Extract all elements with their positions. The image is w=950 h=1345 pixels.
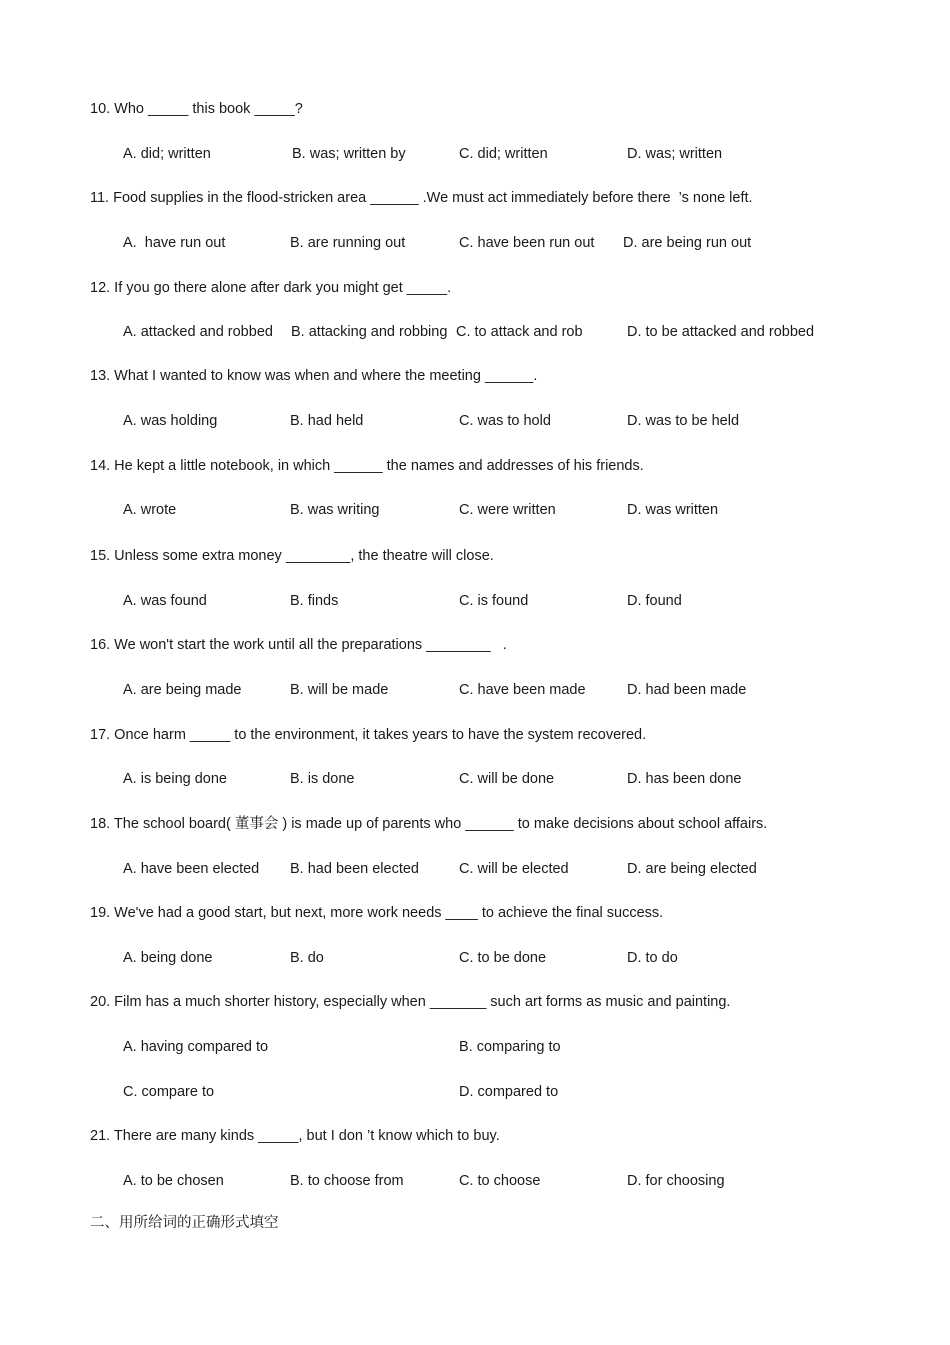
question-15-option-b: B. finds [290, 593, 339, 609]
question-13-option-b: B. had held [290, 413, 364, 429]
question-13-option-d: D. was to be held [627, 413, 740, 429]
question-10-option-a: A. did; written [123, 146, 211, 162]
question-20-option-a: A. having compared to [123, 1039, 269, 1055]
question-11-option-a: A. have run out [123, 235, 226, 251]
question-19-option-b: B. do [290, 950, 324, 966]
question-14-option-b: B. was writing [290, 502, 380, 518]
section-heading: 二、用所给词的正确形式填空 [90, 1215, 279, 1231]
question-17-option-d: D. has been done [627, 771, 742, 787]
question-19-option-d: D. to do [627, 950, 678, 966]
question-21-option-d: D. for choosing [627, 1173, 725, 1189]
question-15-option-a: A. was found [123, 593, 207, 609]
question-17-option-b: B. is done [290, 771, 355, 787]
question-21-stem: 21. There are many kinds _____, but I don ’t know which to buy. [90, 1128, 500, 1144]
question-20-option-b: B. comparing to [459, 1039, 561, 1055]
question-18-option-d: D. are being elected [627, 861, 757, 877]
question-21-option-a: A. to be chosen [123, 1173, 224, 1189]
question-16-option-b: B. will be made [290, 682, 389, 698]
question-12-stem: 12. If you go there alone after dark you might get _____. [90, 280, 452, 296]
question-11-option-d: D. are being run out [623, 235, 752, 251]
question-10-stem: 10. Who _____ this book _____? [90, 101, 303, 117]
question-17-option-a: A. is being done [123, 771, 227, 787]
question-13-option-a: A. was holding [123, 413, 218, 429]
question-21-option-c: C. to choose [459, 1173, 541, 1189]
question-15-stem: 15. Unless some extra money ________, the theatre will close. [90, 548, 494, 564]
question-10-option-d: D. was; written [627, 146, 723, 162]
question-15-option-d: D. found [627, 593, 682, 609]
question-11-option-b: B. are running out [290, 235, 406, 251]
question-11-option-c: C. have been run out [459, 235, 595, 251]
question-19-option-a: A. being done [123, 950, 213, 966]
question-15-option-c: C. is found [459, 593, 529, 609]
question-16-option-c: C. have been made [459, 682, 586, 698]
question-14-option-a: A. wrote [123, 502, 177, 518]
question-12-option-c: C. to attack and rob [456, 324, 583, 340]
question-10-option-b: B. was; written by [292, 146, 406, 162]
question-16-option-d: D. had been made [627, 682, 747, 698]
question-11-stem: 11. Food supplies in the flood-stricken area ______ .We must act immediately before there ’s none left. [90, 190, 753, 206]
question-12-option-a: A. attacked and robbed [123, 324, 273, 340]
question-19-option-c: C. to be done [459, 950, 547, 966]
question-18-option-c: C. will be elected [459, 861, 569, 877]
question-14-stem: 14. He kept a little notebook, in which ______ the names and addresses of his friends. [90, 458, 644, 474]
question-16-option-a: A. are being made [123, 682, 242, 698]
question-17-stem: 17. Once harm _____ to the environment, it takes years to have the system recovered. [90, 727, 647, 743]
question-13-stem: 13. What I wanted to know was when and where the meeting ______. [90, 368, 538, 384]
question-19-stem: 19. We've had a good start, but next, more work needs ____ to achieve the final success. [90, 905, 664, 921]
question-12-option-b: B. attacking and robbing [291, 324, 448, 340]
question-20-option-c: C. compare to [123, 1084, 215, 1100]
question-20-option-d: D. compared to [459, 1084, 559, 1100]
question-18-stem: 18. The school board( 董事会 ) is made up of parents who ______ to make decisions about school affairs. [90, 816, 768, 832]
question-18-option-b: B. had been elected [290, 861, 419, 877]
question-20-stem: 20. Film has a much shorter history, especially when _______ such art forms as music and painting. [90, 994, 731, 1010]
question-16-stem: 16. We won't start the work until all the preparations ________ . [90, 637, 507, 653]
question-14-option-c: C. were written [459, 502, 556, 518]
question-13-option-c: C. was to hold [459, 413, 551, 429]
question-14-option-d: D. was written [627, 502, 719, 518]
question-21-option-b: B. to choose from [290, 1173, 404, 1189]
question-17-option-c: C. will be done [459, 771, 555, 787]
question-18-option-a: A. have been elected [123, 861, 260, 877]
question-10-option-c: C. did; written [459, 146, 548, 162]
question-12-option-d: D. to be attacked and robbed [627, 324, 815, 340]
